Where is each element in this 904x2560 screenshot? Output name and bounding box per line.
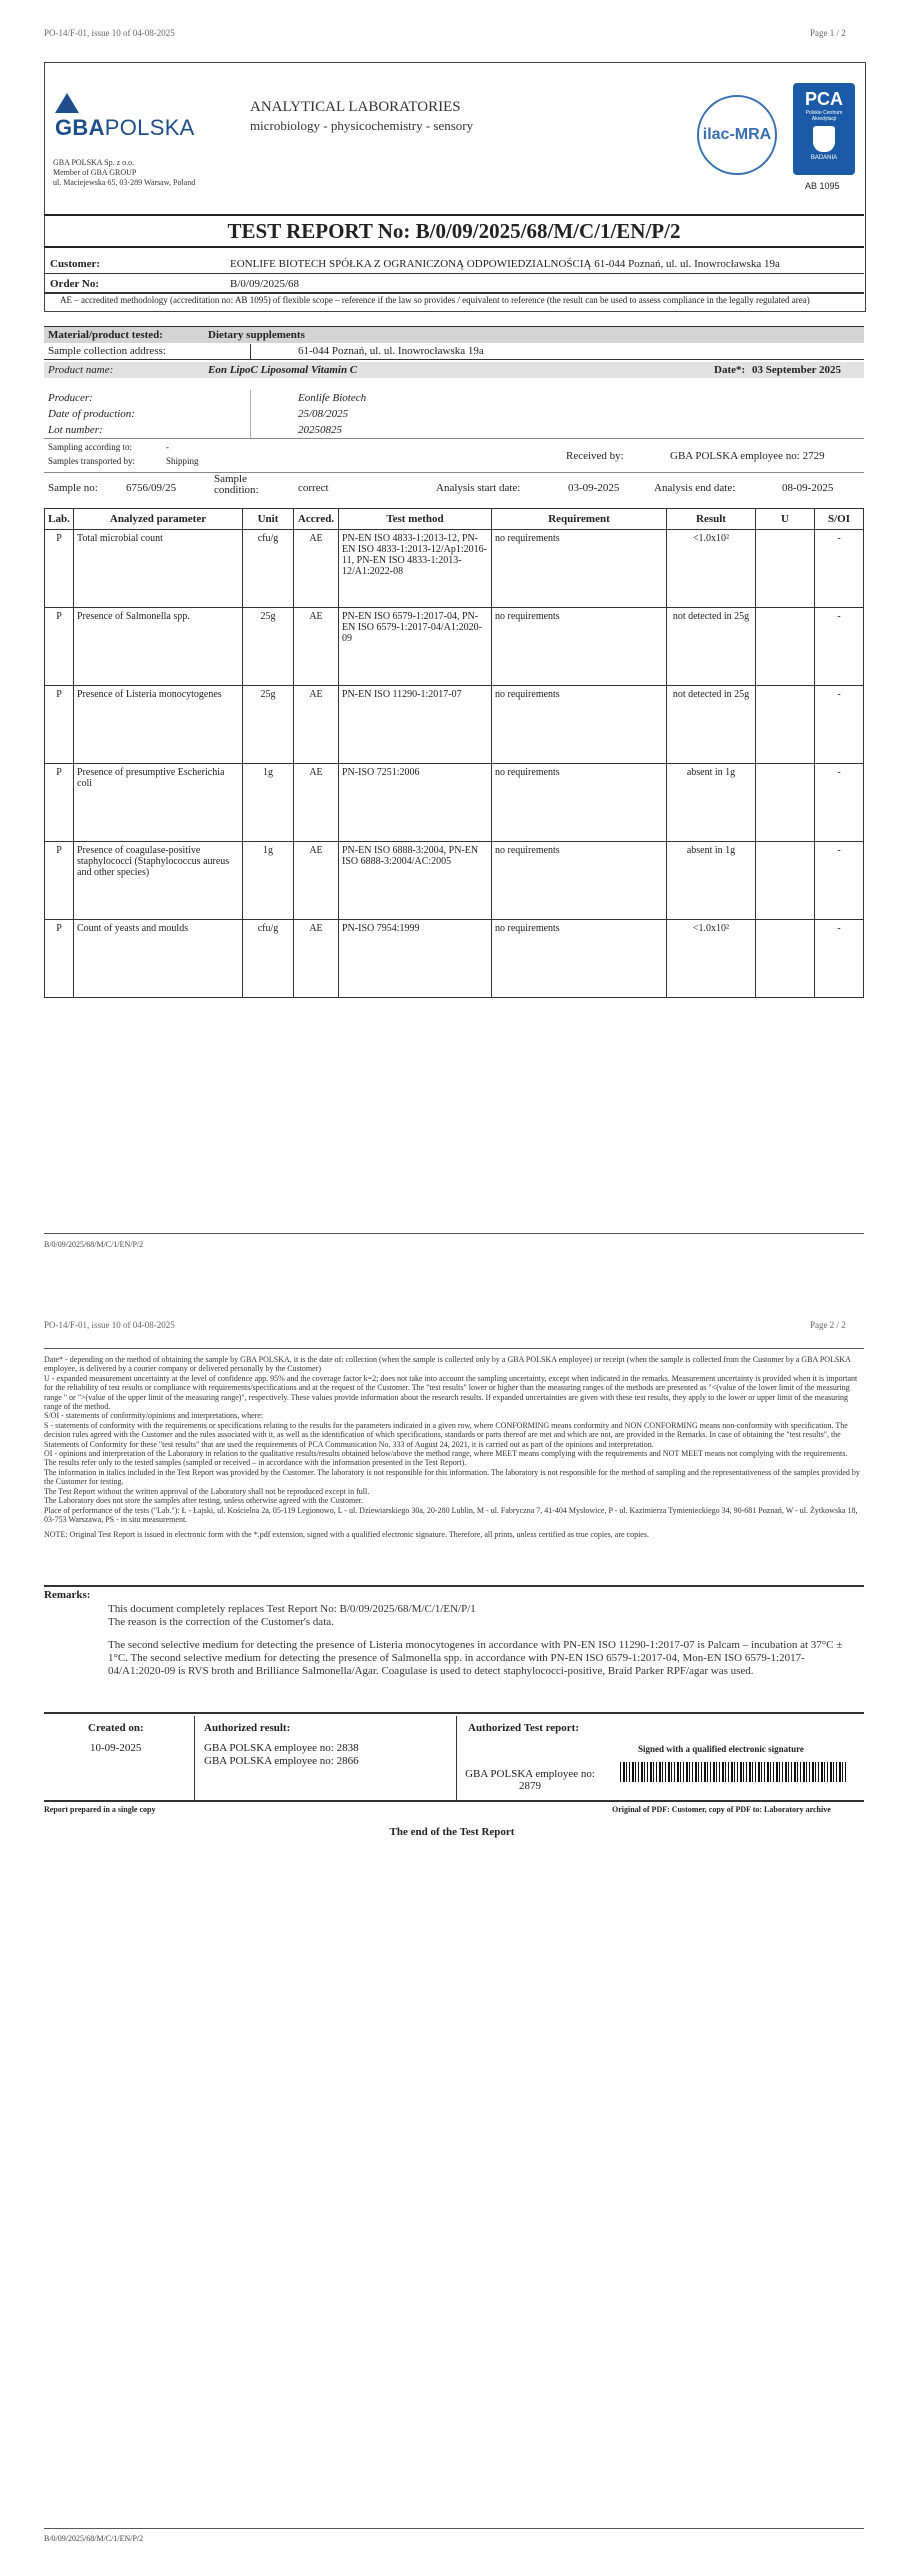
cell-parameter: Total microbial count [74,530,243,608]
lab-subtitle: microbiology - physicochemistry - sensory [250,118,474,133]
cell-u [756,764,815,842]
cell-parameter: Count of yeasts and moulds [74,920,243,998]
remark-line [108,1629,848,1639]
note-line: S/OI - statements of conformity/opinions and interpretations, where: [44,1411,264,1421]
accreditation-number: AB 1095 [805,181,840,191]
cell-parameter: Presence of presumptive Escherichia coli [74,764,243,842]
page-number-p2: Page 2 / 2 [810,1320,846,1330]
note-line: U - expanded measurement uncertainty at the level of confidence app. 95% and the coverage factor k=2; does not take into account the sampling uncertainty, except when indicated in the remarks. Measurement uncertainty is provided when it is important for the reliability of test results or compliance with requirements/specifications and at the request of the Customer. The "test results" lower or higher than the measuring ranges of the methods are presented as "<(value of the lower limit of the measuring range " or ">(value of the upper limit of the measuring range)", respectively. These values provide information about the research results. If expanded uncertainties are given with these test results, they apply to the lower or upper limit of the measuring range of the method. [44,1373,858,1412]
cell-unit: cfu/g [243,530,294,608]
material-row: Material/product tested: Dietary supplements [44,326,864,343]
cell-method: PN-EN ISO 4833-1:2013-12, PN-EN ISO 4833-1:2013-12/Ap1:2016-11, PN-EN ISO 4833-1:2013-12/A1:2022-08 [339,530,492,608]
triangle-logo-icon [55,93,79,113]
col-requirement: Requirement [492,509,667,530]
note-line: Place of performance of the tests ("Lab."): Ł - Łajski, ul. Kościelna 2a, 05-119 Legionowo, L - ul. Dziewiarskiego 30a, 20-280 Lublin, M - ul. Fabryczna 7, 41-404 Mysłowice, P - ul. Kazimierza Tymienieckiego 34, 90-681 Poznań, W - ul. Żytkowska 18, 03-753 Warszawa, PS - in situ measurement. [44,1505,858,1524]
cell-result: <1.0x10² [667,530,756,608]
cell-requirement: no requirements [492,686,667,764]
cell-lab: P [45,530,74,608]
remark-line: The second selective medium for detecting the presence of Listeria monocytogenes in accordance with PN-EN ISO 11290-1:2017-07 is Palcam – incubation at 37°C ± 1°C. The second selective medium for detecting the presence of Salmonella spp. in accordance with PN-EN ISO 6579-1:2017-04, Mon-EN ISO 6579-1:2017-04/A1:2020-09 is RVS broth and Brilliance Salmonella/Agar. Coagulase is used to detect staphylococci-positive, Braid Parker RPF/agar was used. [108,1639,843,1677]
note-line: The information in italics included in the Test Report was provided by the Customer. The laboratory is not responsible for this information. The laboratory is not responsible for the method of sampling and the representativeness of the samples provided by the Customer for testing. [44,1467,860,1487]
table-row [45,608,864,686]
col-unit: Unit [243,509,294,530]
cell-accred: AE [294,764,339,842]
cell-parameter: Presence of Salmonella spp. [74,608,243,686]
cell-unit: 1g [243,842,294,920]
barcode-icon [620,1762,848,1782]
company-group: Member of GBA GROUP [53,168,137,177]
cell-u [756,608,815,686]
cell-u [756,530,815,608]
col-u: U [756,509,815,530]
company-name: GBA POLSKA Sp. z o.o. [53,158,135,167]
col-result: Result [667,509,756,530]
cell-lab: P [45,842,74,920]
table-row [45,686,864,764]
signature-label: Signed with a qualified electronic signature [638,1744,804,1754]
col-lab: Lab. [45,509,74,530]
cell-accred: AE [294,920,339,998]
table-row [45,764,864,842]
page-number: Page 1 / 2 [810,28,846,38]
company-info [53,158,195,188]
product-row: Product name: Eon LipoC Liposomal Vitamin C Date*: 03 September 2025 [44,362,864,378]
cell-accred: AE [294,530,339,608]
cell-parameter: Presence of coagulase-positive staphylococci (Staphylococcus aureus and other species) [74,842,243,920]
cell-unit: 1g [243,764,294,842]
cell-result: absent in 1g [667,842,756,920]
cell-soi: - [815,686,864,764]
col-accred: Accred. [294,509,339,530]
cell-lab: P [45,920,74,998]
cell-unit: 25g [243,686,294,764]
flask-icon [813,126,835,152]
authorized-report-employee: GBA POLSKA employee no: 2879 [465,1768,595,1792]
cell-result: absent in 1g [667,764,756,842]
note-line: NOTE: Original Test Report is issued in electronic form with the *.pdf extension, signed with a qualified electronic signature. Therefore, all prints, unless certified as true copies, are copies. [44,1530,649,1540]
cell-lab: P [45,686,74,764]
pca-accreditation-icon: PCA Polskie Centrum Akredytacji BADANIA [793,83,855,175]
authorized-report-label: Authorized Test report: [468,1722,580,1734]
cell-accred: AE [294,686,339,764]
cell-soi: - [815,764,864,842]
logo-brand2: POLSKA [104,115,195,140]
table-row [45,530,864,608]
cell-method: PN-EN ISO 6888-3:2004, PN-EN ISO 6888-3:2004/AC:2005 [339,842,492,920]
company-address: ul. Maciejewska 65, 03-289 Warsaw, Poland [53,178,196,187]
footer-code: B/0/09/2025/68/M/C/1/EN/P/2 [44,1240,144,1249]
cell-soi: - [815,608,864,686]
footer-code-p2: B/0/09/2025/68/M/C/1/EN/P/2 [44,2534,144,2543]
cell-method: PN-EN ISO 6579-1:2017-04, PN-EN ISO 6579-1:2017-04/A1:2020-09 [339,608,492,686]
cell-requirement: no requirements [492,530,667,608]
accreditation-note: AE – accredited methodology (accreditation no: AB 1095) of flexible scope – reference if the law so provides / equivalent to reference (the result can be used to assess compliance in the legally regulated area) [60,295,810,305]
cell-soi: - [815,842,864,920]
doc-reference: PO-14/F-01, issue 10 of 04-08-2025 [44,28,175,38]
cell-requirement: no requirements [492,764,667,842]
note-line: OI - opinions and interpretation of the Laboratory in relation to the qualitative results/results obtained below/above the method range, where MEET means complying with the requirements and NOT MEET means not complying with the requirements. [44,1449,848,1459]
cell-result: not detected in 25g [667,608,756,686]
logo-brand: GBA [55,115,105,140]
table-row [45,842,864,920]
cell-lab: P [45,608,74,686]
cell-method: PN-EN ISO 11290-1:2017-07 [339,686,492,764]
note-line: S - statements of conformity with the requirements or specifications relating to the results for the parameters indicated in a given row, where CONFORMING means conformity and NON CONFORMING means non-conformity with specification. The decision rules agreed with the Customer and the rules associated with it, as well as the identification of which specifications, standards or parts thereof are met and which are not, are provided in the Remarks. In case of obtaining the "test results", the Statements of Conformity for these "test results" that are used the requirements of PCA Communication No. 333 of August 24, 2021, it is carried out as part of the opinions and interpretation. [44,1420,848,1449]
cell-requirement: no requirements [492,842,667,920]
original-pdf-note: Original of PDF: Customer, copy of PDF to: Laboratory archive [612,1805,831,1814]
report-title: TEST REPORT No: B/0/09/2025/68/M/C/1/EN/P/2 [44,214,864,248]
cell-accred: AE [294,842,339,920]
remark-line: The reason is the correction of the Customer's data. [108,1616,334,1628]
results-header-row [45,509,864,530]
note-line: The Test Report without the written approval of the Laboratory shall not be reproduced except in full. [44,1486,370,1496]
created-label: Created on: [88,1722,144,1734]
authorized-employee-1: GBA POLSKA employee no: 2838 [204,1742,359,1754]
cell-u [756,686,815,764]
single-copy-note: Report prepared in a single copy [44,1805,156,1814]
sample-address-row: Sample collection address: 61-044 Poznań, ul. ul. Inowrocławska 19a [44,344,864,360]
table-row [45,920,864,998]
cell-soi: - [815,530,864,608]
cell-method: PN-ISO 7251:2006 [339,764,492,842]
end-of-report: The end of the Test Report [389,1826,515,1838]
note-line: The Laboratory does not store the samples after testing, unless otherwise agreed with the Customer. [44,1496,364,1506]
cell-requirement: no requirements [492,920,667,998]
col-parameter: Analyzed parameter [74,509,243,530]
cell-u [756,842,815,920]
authorized-employee-2: GBA POLSKA employee no: 2866 [204,1755,359,1767]
ilac-mra-icon: ilac-MRA [697,95,777,175]
legend-notes [44,1355,862,1540]
remarks-label: Remarks: [44,1589,91,1601]
report-header [44,62,866,312]
cell-accred: AE [294,608,339,686]
cell-unit: cfu/g [243,920,294,998]
cell-parameter: Presence of Listeria monocytogenes [74,686,243,764]
col-soi: S/OI [815,509,864,530]
created-date: 10-09-2025 [90,1742,142,1754]
col-method: Test method [339,509,492,530]
authorized-label: Authorized result: [204,1722,291,1734]
doc-reference-p2: PO-14/F-01, issue 10 of 04-08-2025 [44,1320,175,1330]
cell-u [756,920,815,998]
results-table [44,508,864,998]
cell-lab: P [45,764,74,842]
remark-line: This document completely replaces Test Report No: B/0/09/2025/68/M/C/1/EN/P/1 [108,1603,476,1615]
lab-title: ANALYTICAL LABORATORIES [250,99,461,115]
cell-unit: 25g [243,608,294,686]
cell-result: <1.0x10² [667,920,756,998]
note-line: Date* - depending on the method of obtaining the sample by GBA POLSKA, it is the date of: collection (when the sample is collected only by a GBA POLSKA employee) or receipt (when the sample is collected from the Customer by a GBA POLSKA employee, is delivered by a courier company or delivered personally by the Customer) [44,1355,851,1374]
cell-result: not detected in 25g [667,686,756,764]
remarks-text [108,1603,848,1678]
signature-block [44,1712,864,1802]
note-line: The results refer only to the tested samples (sampled or received – in accordance with the information presented in the Test Report). [44,1458,467,1468]
cell-soi: - [815,920,864,998]
gba-logo [55,93,205,140]
cell-method: PN-ISO 7954:1999 [339,920,492,998]
cell-requirement: no requirements [492,608,667,686]
